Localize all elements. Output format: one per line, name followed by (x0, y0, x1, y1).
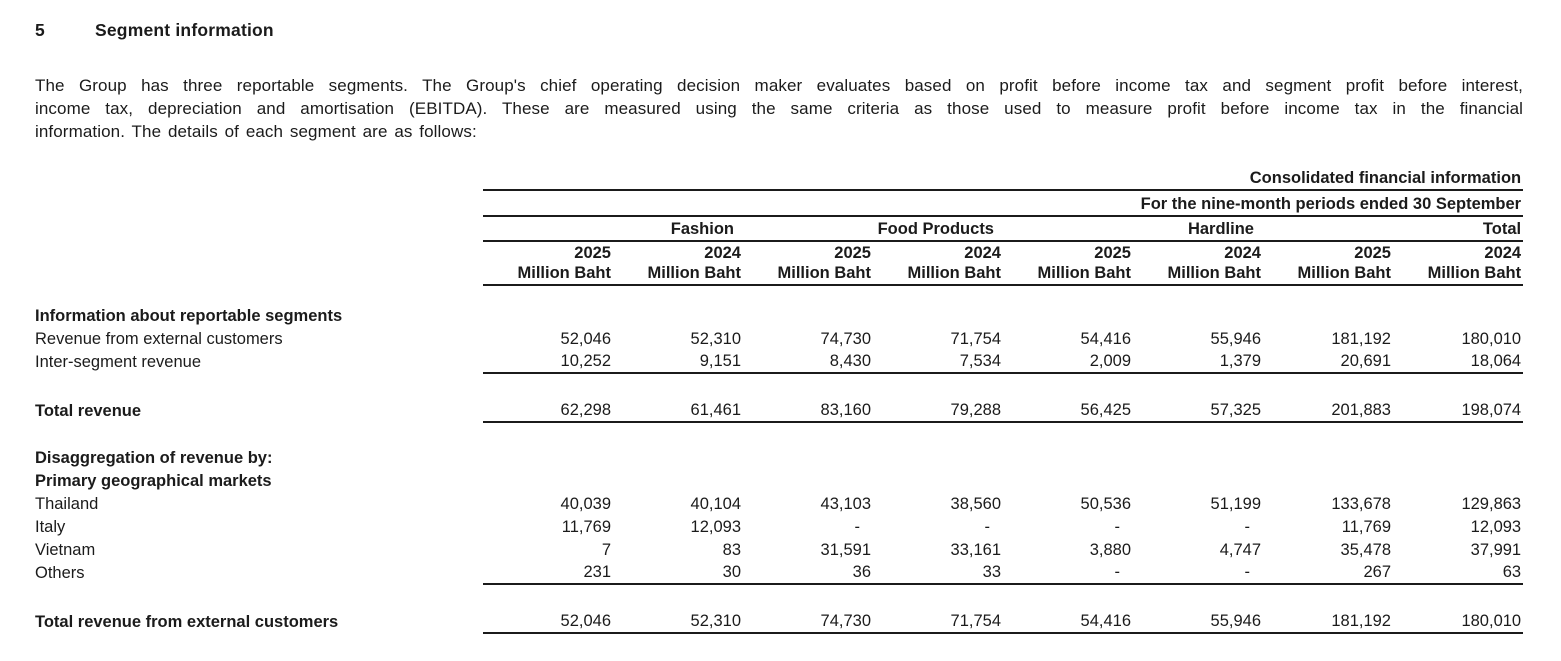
cell-value: 20,691 (1263, 350, 1393, 373)
cell-value: 52,310 (613, 608, 743, 633)
cell-value: 9,151 (613, 350, 743, 373)
section-heading-row (35, 285, 1523, 327)
cell-value: 62,298 (483, 397, 613, 422)
section-heading (35, 20, 1523, 41)
cell-value: 37,991 (1470, 541, 1522, 559)
intro-line: information. The details of each segment are as follows: (35, 122, 477, 141)
year-header-row (35, 241, 1523, 264)
cell-value: 201,883 (1263, 397, 1393, 422)
column-group-total: Total (1263, 216, 1523, 241)
unit-header: Million Baht (743, 264, 873, 285)
cell-value: - (1114, 518, 1120, 536)
cell-value: 4,747 (1219, 541, 1261, 559)
segments-table (35, 169, 1523, 634)
unit-header: Million Baht (613, 264, 743, 285)
row-label: Thailand (35, 495, 99, 513)
data-row (35, 515, 1523, 538)
unit-header: Million Baht (483, 264, 613, 285)
cell-value: 52,046 (483, 608, 613, 633)
cell-value: 57,325 (1133, 397, 1263, 422)
cell-value: 180,010 (1461, 330, 1522, 348)
row-label: Inter-segment revenue (35, 353, 202, 371)
cell-value: 3,880 (1089, 541, 1131, 559)
spacer-row (35, 422, 1523, 446)
cell-value: 83,160 (743, 397, 873, 422)
cell-value: 54,416 (1003, 608, 1133, 633)
table-title: Consolidated financial information (483, 169, 1523, 190)
cell-value: 56,425 (1003, 397, 1133, 422)
column-groups-row (35, 216, 1523, 241)
cell-value: - (1244, 518, 1250, 536)
year-header: 2025 (1094, 244, 1131, 262)
data-row (35, 327, 1523, 350)
cell-value: 43,103 (820, 495, 871, 513)
cell-value: 8,430 (743, 350, 873, 373)
row-label: Total revenue (35, 402, 142, 420)
spacer-cell (35, 422, 1523, 446)
cell-value: 40,039 (560, 495, 611, 513)
cell-value: 10,252 (483, 350, 613, 373)
spacer-cell (35, 584, 1523, 608)
unit-header: Million Baht (1133, 264, 1263, 285)
cell-value: 30 (613, 561, 743, 584)
cell-value: 33,161 (950, 541, 1001, 559)
cell-value: 2,009 (1003, 350, 1133, 373)
cell-value: 12,093 (1470, 518, 1522, 536)
cell-value: - (984, 518, 990, 536)
cell-value: 33 (873, 561, 1003, 584)
spacer-row (35, 373, 1523, 397)
table-title-row (35, 169, 1523, 190)
cell-value: 54,416 (1080, 330, 1131, 348)
cell-value: 79,288 (873, 397, 1003, 422)
row-section-heading: Primary geographical markets (35, 472, 272, 490)
cell-value: 181,192 (1263, 608, 1393, 633)
cell-value: 181,192 (1331, 330, 1391, 348)
cell-value: 1,379 (1133, 350, 1263, 373)
cell-value: - (854, 518, 860, 536)
cell-value: 12,093 (690, 518, 741, 536)
cell-value: 231 (483, 561, 613, 584)
section-number: 5 (35, 20, 45, 40)
data-row (35, 561, 1523, 584)
column-group-food-products: Food Products (743, 216, 1003, 241)
cell-value: 36 (743, 561, 873, 584)
cell-value: 50,536 (1080, 495, 1131, 513)
cell-value: 71,754 (950, 330, 1001, 348)
total-row (35, 608, 1523, 633)
data-row (35, 538, 1523, 561)
cell-value: 55,946 (1210, 330, 1261, 348)
cell-value: 61,461 (613, 397, 743, 422)
cell-value: 198,074 (1393, 397, 1523, 422)
column-group-fashion: Fashion (483, 216, 743, 241)
cell-value: 52,310 (690, 330, 741, 348)
spacer-cell (35, 373, 1523, 397)
cell-value: 7 (601, 541, 611, 559)
cell-value: 83 (722, 541, 741, 559)
cell-value: 133,678 (1331, 495, 1391, 513)
section-title: Segment information (95, 20, 274, 40)
row-label: Total revenue from external customers (35, 613, 339, 631)
year-header: 2024 (704, 244, 741, 262)
total-row (35, 397, 1523, 422)
intro-paragraph (35, 74, 1523, 143)
unit-header-row (35, 264, 1523, 285)
unit-header: Million Baht (1003, 264, 1133, 285)
cell-value: 40,104 (690, 495, 741, 513)
cell-value: 267 (1263, 561, 1393, 584)
data-row (35, 350, 1523, 373)
cell-value: 31,591 (820, 541, 871, 559)
row-section-heading: Information about reportable segments (35, 307, 343, 325)
column-group-hardline: Hardline (1003, 216, 1263, 241)
intro-line: The Group has three reportable segments. The Group's chief operating decision maker evaluates based on profit before income tax and segment profit before interest, (35, 76, 1523, 95)
unit-header: Million Baht (1263, 264, 1393, 285)
spacer-row (35, 584, 1523, 608)
row-section-heading: Disaggregation of revenue by: (35, 449, 273, 467)
year-header: 2024 (1484, 244, 1522, 262)
data-row (35, 492, 1523, 515)
year-header: 2025 (574, 244, 611, 262)
cell-value: 74,730 (820, 330, 871, 348)
cell-value: 7,534 (873, 350, 1003, 373)
cell-value: 38,560 (950, 495, 1001, 513)
section-heading-row (35, 446, 1523, 469)
row-label: Italy (35, 518, 66, 536)
row-label: Revenue from external customers (35, 330, 283, 348)
cell-value: 71,754 (873, 608, 1003, 633)
cell-value: 74,730 (743, 608, 873, 633)
table-subtitle-row (35, 190, 1523, 216)
cell-value: 63 (1393, 561, 1523, 584)
year-header: 2024 (1224, 244, 1261, 262)
segments-table-body (35, 285, 1523, 633)
cell-value: - (1003, 561, 1133, 584)
cell-value: 51,199 (1210, 495, 1261, 513)
year-header: 2025 (834, 244, 871, 262)
unit-header: Million Baht (1393, 264, 1523, 285)
cell-value: - (1133, 561, 1263, 584)
cell-value: 129,863 (1461, 495, 1522, 513)
cell-value: 52,046 (560, 330, 611, 348)
section-heading-row (35, 469, 1523, 492)
table-subtitle: For the nine-month periods ended 30 September (483, 190, 1523, 216)
row-label: Vietnam (35, 541, 96, 559)
unit-header: Million Baht (873, 264, 1003, 285)
row-label: Others (35, 564, 85, 582)
cell-value: 35,478 (1340, 541, 1391, 559)
cell-value: 55,946 (1133, 608, 1263, 633)
year-header: 2025 (1354, 244, 1391, 262)
cell-value: 18,064 (1393, 350, 1523, 373)
cell-value: 11,769 (561, 518, 611, 536)
cell-value: 180,010 (1393, 608, 1523, 633)
year-header: 2024 (964, 244, 1001, 262)
cell-value: 11,769 (1341, 518, 1391, 536)
intro-line: income tax, depreciation and amortisation (EBITDA). These are measured using the same criteria as those used to measure profit before income tax in the financial (35, 99, 1523, 118)
segments-table-header (35, 169, 1523, 285)
